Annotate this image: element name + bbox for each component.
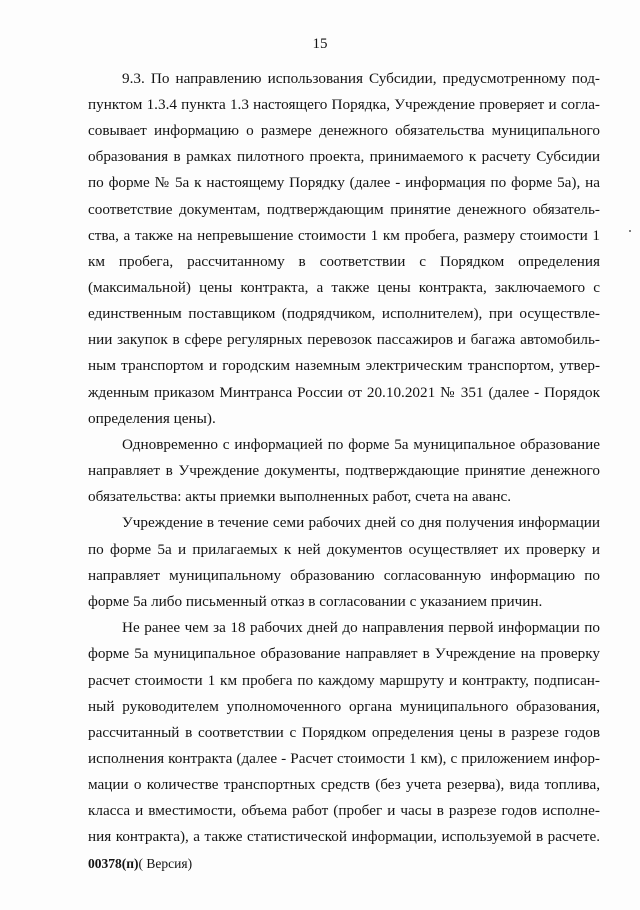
document-version: ( Версия) bbox=[138, 856, 193, 871]
text-line: единственным поставщиком (подрядчиком, исполнителем), при осуществле- bbox=[88, 305, 600, 322]
text-line: соответствие документам, подтверждающим принятие денежного обязатель- bbox=[88, 201, 600, 218]
text-line: км пробега, рассчитанному в соответствии с Порядком определения bbox=[88, 253, 600, 270]
text-line: обязательства: акты приемки выполненных работ, счета на аванс. bbox=[88, 488, 512, 505]
text-line: жденным приказом Минтранса России от 20.10.2021 № 351 (далее - Порядок bbox=[88, 384, 600, 401]
text-line: образования в рамках пилотного проекта, принимаемого к расчету Субсидии bbox=[88, 148, 600, 165]
text-line: 9.3. По направлению использования Субсидии, предусмотренному под- bbox=[122, 70, 600, 87]
text-line: (максимальной) цены контракта, а также цены контракта, заключаемого с bbox=[88, 279, 600, 296]
text-line: исполнения контракта (далее - Расчет стоимости 1 км), с приложением инфор- bbox=[88, 750, 600, 767]
text-line: совывает информацию о размере денежного обязательства муниципального bbox=[88, 122, 600, 139]
text-line: класса и вместимости, объема работ (пробег и часы в разрезе годов исполне- bbox=[88, 802, 600, 819]
text-line: Не ранее чем за 18 рабочих дней до направления первой информации по bbox=[122, 619, 600, 636]
text-line: пунктом 1.3.4 пункта 1.3 настоящего Порядка, Учреждение проверяет и согла- bbox=[88, 96, 600, 113]
text-line: определения цены). bbox=[88, 410, 216, 427]
text-line: ния контракта), а также статистической информации, используемой в расчете. bbox=[88, 828, 600, 845]
text-line: форме 5а муниципальное образование направляет в Учреждение на проверку bbox=[88, 645, 600, 662]
text-line: форме 5а либо письменный отказ в согласовании с указанием причин. bbox=[88, 593, 543, 610]
text-line: рассчитанный в соответствии с Порядком определения цены в разрезе годов bbox=[88, 724, 600, 741]
text-line: направляет муниципальному образованию согласованную информацию по bbox=[88, 567, 600, 584]
document-footer bbox=[88, 856, 192, 872]
page-number: 15 bbox=[312, 36, 328, 52]
text-line: Одновременно с информацией по форме 5а муниципальное образование bbox=[122, 436, 600, 453]
text-line: Учреждение в течение семи рабочих дней со дня получения информации bbox=[122, 514, 600, 531]
text-line: нии закупок в сфере регулярных перевозок пассажиров и багажа автомобиль- bbox=[88, 331, 600, 348]
text-line: по форме 5а и прилагаемых к ней документов осуществляет их проверку и bbox=[88, 541, 600, 558]
text-line: мации о количестве транспортных средств (без учета резерва), вида топлива, bbox=[88, 776, 600, 793]
text-line: ным транспортом и городским наземным электрическим транспортом, утвер- bbox=[88, 357, 600, 374]
text-line: ства, а также на непревышение стоимости 1 км пробега, размеру стоимости 1 bbox=[88, 227, 600, 244]
text-line: расчет стоимости 1 км пробега по каждому маршруту и контракту, подписан- bbox=[88, 672, 600, 689]
text-line: направляет в Учреждение документы, подтверждающие принятие денежного bbox=[88, 462, 600, 479]
document-code: 00378(п) bbox=[88, 856, 139, 871]
text-line: ный руководителем уполномоченного органа муниципального образования, bbox=[88, 698, 600, 715]
scan-speck bbox=[629, 230, 631, 232]
text-line: по форме № 5а к настоящему Порядку (далее - информация по форме 5а), на bbox=[88, 174, 600, 191]
